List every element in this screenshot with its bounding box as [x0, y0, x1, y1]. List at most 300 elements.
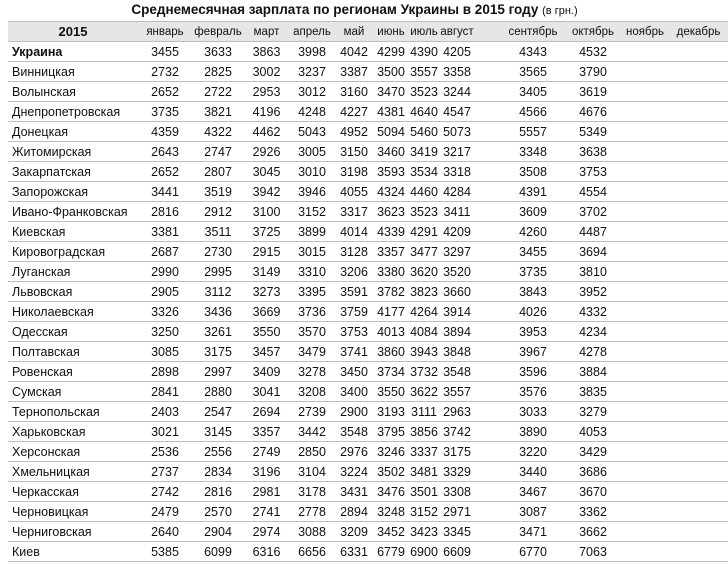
salary-cell: 3085	[138, 342, 192, 362]
salary-cell: 3519	[192, 182, 244, 202]
salary-cell: 3565	[501, 62, 565, 82]
salary-cell: 3576	[501, 382, 565, 402]
salary-cell: 2730	[192, 242, 244, 262]
salary-cell: 3669	[244, 302, 289, 322]
salary-cell: 3087	[501, 502, 565, 522]
month-header: июнь	[373, 22, 409, 42]
header-row	[8, 22, 728, 42]
salary-cell: 3548	[335, 422, 373, 442]
salary-cell: 3741	[335, 342, 373, 362]
salary-cell: 3358	[439, 62, 501, 82]
salary-cell: 6609	[439, 542, 501, 562]
table-row	[8, 82, 728, 102]
salary-cell	[669, 422, 728, 442]
salary-cell: 2749	[244, 442, 289, 462]
salary-cell: 4227	[335, 102, 373, 122]
salary-cell: 5460	[409, 122, 439, 142]
salary-cell: 3742	[439, 422, 501, 442]
salary-cell: 3502	[373, 462, 409, 482]
table-row	[8, 302, 728, 322]
region-name: Сумская	[8, 382, 138, 402]
salary-cell: 4343	[501, 42, 565, 62]
salary-cell: 3220	[501, 442, 565, 462]
salary-cell: 3479	[289, 342, 335, 362]
month-header: июль	[409, 22, 439, 42]
salary-cell: 3511	[192, 222, 244, 242]
salary-cell	[669, 42, 728, 62]
salary-cell: 4390	[409, 42, 439, 62]
salary-cell: 3452	[373, 522, 409, 542]
salary-cell: 4196	[244, 102, 289, 122]
salary-cell: 3732	[409, 362, 439, 382]
salary-cell: 3041	[244, 382, 289, 402]
salary-cell: 3856	[409, 422, 439, 442]
salary-cell: 3702	[565, 202, 621, 222]
salary-cell	[621, 382, 669, 402]
salary-cell: 4332	[565, 302, 621, 322]
salary-cell: 4339	[373, 222, 409, 242]
salary-cell: 2739	[289, 402, 335, 422]
salary-cell: 3244	[439, 82, 501, 102]
region-name: Киев	[8, 542, 138, 562]
salary-cell: 4014	[335, 222, 373, 242]
salary-cell: 3128	[335, 242, 373, 262]
salary-cell: 3152	[409, 502, 439, 522]
region-name: Винницкая	[8, 62, 138, 82]
salary-cell: 3622	[409, 382, 439, 402]
salary-cell: 3045	[244, 162, 289, 182]
salary-cell: 6656	[289, 542, 335, 562]
salary-cell: 3782	[373, 282, 409, 302]
salary-cell	[669, 322, 728, 342]
salary-cell: 4013	[373, 322, 409, 342]
salary-cell: 3429	[565, 442, 621, 462]
salary-cell: 3753	[565, 162, 621, 182]
salary-cell: 3010	[289, 162, 335, 182]
salary-cell: 3821	[192, 102, 244, 122]
salary-cell	[669, 522, 728, 542]
salary-cell	[669, 542, 728, 562]
salary-cell: 3633	[192, 42, 244, 62]
month-header: декабрь	[669, 22, 728, 42]
salary-cell: 2687	[138, 242, 192, 262]
salary-cell	[621, 282, 669, 302]
table-row	[8, 182, 728, 202]
salary-cell: 3380	[373, 262, 409, 282]
table-row	[8, 382, 728, 402]
region-name: Херсонская	[8, 442, 138, 462]
salary-cell	[621, 482, 669, 502]
table-row	[8, 102, 728, 122]
salary-cell: 3843	[501, 282, 565, 302]
salary-cell: 3609	[501, 202, 565, 222]
salary-cell: 4209	[439, 222, 501, 242]
salary-cell: 3953	[501, 322, 565, 342]
salary-cell: 3100	[244, 202, 289, 222]
salary-cell: 4676	[565, 102, 621, 122]
table-row	[8, 142, 728, 162]
salary-cell	[621, 182, 669, 202]
salary-cell: 3470	[373, 82, 409, 102]
title-text: Среднемесячная зарплата по регионам Украины в 2015 году	[131, 2, 539, 17]
salary-cell: 5073	[439, 122, 501, 142]
salary-cell: 2741	[244, 502, 289, 522]
salary-cell: 5557	[501, 122, 565, 142]
salary-cell: 2880	[192, 382, 244, 402]
salary-cell: 3570	[289, 322, 335, 342]
salary-cell: 3508	[501, 162, 565, 182]
salary-cell: 3943	[409, 342, 439, 362]
salary-cell	[621, 442, 669, 462]
salary-cell: 2953	[244, 82, 289, 102]
salary-cell: 2547	[192, 402, 244, 422]
salary-cell: 2652	[138, 162, 192, 182]
salary-cell: 2997	[192, 362, 244, 382]
salary-cell: 3455	[501, 242, 565, 262]
region-name: Запорожская	[8, 182, 138, 202]
salary-cell: 2900	[335, 402, 373, 422]
salary-cell: 3735	[138, 102, 192, 122]
salary-cell: 2904	[192, 522, 244, 542]
salary-cell: 3317	[335, 202, 373, 222]
salary-cell: 3471	[501, 522, 565, 542]
salary-cell: 2963	[439, 402, 501, 422]
salary-cell: 3670	[565, 482, 621, 502]
salary-cell: 3357	[373, 242, 409, 262]
salary-cell: 6900	[409, 542, 439, 562]
salary-cell: 3520	[439, 262, 501, 282]
salary-cell: 4487	[565, 222, 621, 242]
salary-cell	[669, 482, 728, 502]
salary-cell: 2974	[244, 522, 289, 542]
salary-cell: 3112	[192, 282, 244, 302]
salary-cell: 4026	[501, 302, 565, 322]
salary-cell: 3246	[373, 442, 409, 462]
region-name: Хмельницкая	[8, 462, 138, 482]
salary-cell	[669, 462, 728, 482]
salary-cell: 3946	[289, 182, 335, 202]
salary-cell: 4554	[565, 182, 621, 202]
salary-cell: 3725	[244, 222, 289, 242]
salary-cell: 2841	[138, 382, 192, 402]
salary-cell: 3160	[335, 82, 373, 102]
salary-cell	[621, 522, 669, 542]
salary-cell: 3411	[439, 202, 501, 222]
page-title	[0, 2, 709, 17]
salary-cell: 3523	[409, 82, 439, 102]
table-row	[8, 162, 728, 182]
table-row	[8, 222, 728, 242]
month-header: апрель	[289, 22, 335, 42]
salary-cell: 4278	[565, 342, 621, 362]
salary-cell: 3409	[244, 362, 289, 382]
table-row	[8, 362, 728, 382]
salary-cell: 2926	[244, 142, 289, 162]
salary-cell	[669, 502, 728, 522]
region-name: Львовская	[8, 282, 138, 302]
salary-cell: 3002	[244, 62, 289, 82]
salary-cell: 4205	[439, 42, 501, 62]
salary-cell: 2807	[192, 162, 244, 182]
salary-cell: 3476	[373, 482, 409, 502]
salary-cell: 3279	[565, 402, 621, 422]
salary-cell: 3548	[439, 362, 501, 382]
month-header: октябрь	[565, 22, 621, 42]
salary-cell: 3318	[439, 162, 501, 182]
table-row	[8, 422, 728, 442]
salary-cell: 3021	[138, 422, 192, 442]
salary-cell: 3790	[565, 62, 621, 82]
salary-cell: 3550	[373, 382, 409, 402]
salary-cell: 2990	[138, 262, 192, 282]
salary-cell	[669, 142, 728, 162]
salary-cell: 2737	[138, 462, 192, 482]
salary-cell: 2894	[335, 502, 373, 522]
salary-cell	[669, 302, 728, 322]
salary-cell: 6779	[373, 542, 409, 562]
salary-cell: 3198	[335, 162, 373, 182]
salary-cell: 3967	[501, 342, 565, 362]
salary-cell: 3899	[289, 222, 335, 242]
salary-cell: 3345	[439, 522, 501, 542]
salary-cell	[669, 442, 728, 462]
salary-cell: 4324	[373, 182, 409, 202]
salary-cell: 3175	[439, 442, 501, 462]
table-row	[8, 202, 728, 222]
salary-cell: 2403	[138, 402, 192, 422]
table-row	[8, 462, 728, 482]
salary-cell: 3178	[289, 482, 335, 502]
table-row	[8, 482, 728, 502]
salary-cell: 3481	[409, 462, 439, 482]
table-body	[8, 42, 728, 562]
salary-cell	[669, 102, 728, 122]
salary-cell: 3860	[373, 342, 409, 362]
salary-cell: 3145	[192, 422, 244, 442]
salary-cell: 5043	[289, 122, 335, 142]
salary-cell: 3450	[335, 362, 373, 382]
salary-cell: 3736	[289, 302, 335, 322]
salary-cell: 3477	[409, 242, 439, 262]
salary-cell: 3088	[289, 522, 335, 542]
salary-cell: 3501	[409, 482, 439, 502]
table-row	[8, 522, 728, 542]
salary-cell: 2778	[289, 502, 335, 522]
salary-cell: 3534	[409, 162, 439, 182]
month-header: март	[244, 22, 289, 42]
salary-cell: 3250	[138, 322, 192, 342]
salary-cell: 3206	[335, 262, 373, 282]
salary-cell: 2971	[439, 502, 501, 522]
salary-cell: 4291	[409, 222, 439, 242]
salary-cell: 3419	[409, 142, 439, 162]
salary-cell: 4462	[244, 122, 289, 142]
salary-cell: 4260	[501, 222, 565, 242]
salary-cell: 4547	[439, 102, 501, 122]
salary-cell: 3823	[409, 282, 439, 302]
salary-cell: 3455	[138, 42, 192, 62]
salary-cell: 4042	[335, 42, 373, 62]
salary-cell: 3012	[289, 82, 335, 102]
salary-cell	[669, 262, 728, 282]
salary-cell: 2742	[138, 482, 192, 502]
salary-cell: 4284	[439, 182, 501, 202]
salary-cell: 3441	[138, 182, 192, 202]
salary-cell: 3193	[373, 402, 409, 422]
salary-cell: 5385	[138, 542, 192, 562]
salary-cell: 4055	[335, 182, 373, 202]
salary-cell: 3337	[409, 442, 439, 462]
salary-cell: 3753	[335, 322, 373, 342]
salary-cell	[669, 382, 728, 402]
salary-cell: 4359	[138, 122, 192, 142]
salary-cell: 3914	[439, 302, 501, 322]
salary-cell: 3348	[501, 142, 565, 162]
region-name: Днепропетровская	[8, 102, 138, 122]
salary-cell: 4640	[409, 102, 439, 122]
salary-cell: 2640	[138, 522, 192, 542]
salary-cell	[621, 342, 669, 362]
salary-cell: 2981	[244, 482, 289, 502]
table-row	[8, 282, 728, 302]
salary-cell: 3405	[501, 82, 565, 102]
salary-cell: 4566	[501, 102, 565, 122]
region-name: Луганская	[8, 262, 138, 282]
salary-cell: 3362	[565, 502, 621, 522]
region-name: Украина	[8, 42, 138, 62]
salary-cell	[669, 282, 728, 302]
salary-cell: 3310	[289, 262, 335, 282]
salary-cell: 2912	[192, 202, 244, 222]
salary-cell: 3111	[409, 402, 439, 422]
salary-cell	[621, 542, 669, 562]
salary-cell: 3619	[565, 82, 621, 102]
salary-cell: 2747	[192, 142, 244, 162]
salary-cell	[669, 82, 728, 102]
salary-cell: 3329	[439, 462, 501, 482]
salary-cell: 3149	[244, 262, 289, 282]
salary-cell: 3795	[373, 422, 409, 442]
salary-cell: 4381	[373, 102, 409, 122]
salary-cell	[669, 222, 728, 242]
salary-cell: 4952	[335, 122, 373, 142]
salary-cell: 3620	[409, 262, 439, 282]
salary-cell: 3308	[439, 482, 501, 502]
salary-cell	[621, 222, 669, 242]
salary-cell: 3863	[244, 42, 289, 62]
salary-cell	[621, 262, 669, 282]
salary-cell: 2850	[289, 442, 335, 462]
salary-cell	[621, 202, 669, 222]
salary-cell: 4053	[565, 422, 621, 442]
salary-cell: 4299	[373, 42, 409, 62]
salary-cell: 3500	[373, 62, 409, 82]
salary-cell	[621, 122, 669, 142]
salary-cell: 3759	[335, 302, 373, 322]
salary-cell: 3357	[244, 422, 289, 442]
salary-cell: 3261	[192, 322, 244, 342]
salary-cell: 3557	[439, 382, 501, 402]
salary-cell: 3237	[289, 62, 335, 82]
salary-cell	[621, 82, 669, 102]
region-name: Харьковская	[8, 422, 138, 442]
table-row	[8, 502, 728, 522]
salary-cell: 3686	[565, 462, 621, 482]
salary-cell: 3387	[335, 62, 373, 82]
salary-cell: 3550	[244, 322, 289, 342]
month-header: ноябрь	[621, 22, 669, 42]
table-row	[8, 342, 728, 362]
salary-table	[8, 21, 728, 562]
table-row	[8, 122, 728, 142]
salary-cell: 2722	[192, 82, 244, 102]
salary-cell: 3175	[192, 342, 244, 362]
salary-cell: 3273	[244, 282, 289, 302]
salary-cell: 3400	[335, 382, 373, 402]
table-row	[8, 322, 728, 342]
salary-cell: 3326	[138, 302, 192, 322]
salary-cell: 2915	[244, 242, 289, 262]
salary-cell: 4322	[192, 122, 244, 142]
salary-cell: 4532	[565, 42, 621, 62]
region-name: Тернопольская	[8, 402, 138, 422]
region-name: Черновицкая	[8, 502, 138, 522]
salary-cell	[621, 362, 669, 382]
salary-cell: 2816	[138, 202, 192, 222]
region-name: Донецкая	[8, 122, 138, 142]
salary-cell: 3835	[565, 382, 621, 402]
salary-cell: 6316	[244, 542, 289, 562]
salary-cell: 2694	[244, 402, 289, 422]
region-name: Черниговская	[8, 522, 138, 542]
salary-cell: 3638	[565, 142, 621, 162]
salary-cell: 3196	[244, 462, 289, 482]
salary-cell: 3440	[501, 462, 565, 482]
salary-cell: 3381	[138, 222, 192, 242]
year-header: 2015	[8, 22, 138, 42]
region-name: Черкасская	[8, 482, 138, 502]
month-header: сентябрь	[501, 22, 565, 42]
salary-cell: 2825	[192, 62, 244, 82]
salary-cell	[621, 462, 669, 482]
salary-cell: 3423	[409, 522, 439, 542]
salary-cell	[669, 402, 728, 422]
region-name: Волынская	[8, 82, 138, 102]
salary-cell: 6099	[192, 542, 244, 562]
salary-cell	[669, 162, 728, 182]
region-name: Кировоградская	[8, 242, 138, 262]
salary-cell: 5094	[373, 122, 409, 142]
salary-cell: 2995	[192, 262, 244, 282]
table-row	[8, 242, 728, 262]
salary-cell: 3224	[335, 462, 373, 482]
salary-cell: 2652	[138, 82, 192, 102]
table-row	[8, 62, 728, 82]
salary-cell	[621, 242, 669, 262]
salary-cell: 3005	[289, 142, 335, 162]
salary-cell: 3297	[439, 242, 501, 262]
salary-cell: 2643	[138, 142, 192, 162]
salary-cell: 4460	[409, 182, 439, 202]
salary-cell	[621, 422, 669, 442]
salary-cell: 2479	[138, 502, 192, 522]
salary-cell: 3848	[439, 342, 501, 362]
salary-cell: 3998	[289, 42, 335, 62]
table-row	[8, 442, 728, 462]
salary-cell: 4248	[289, 102, 335, 122]
table-row	[8, 42, 728, 62]
salary-cell: 2570	[192, 502, 244, 522]
